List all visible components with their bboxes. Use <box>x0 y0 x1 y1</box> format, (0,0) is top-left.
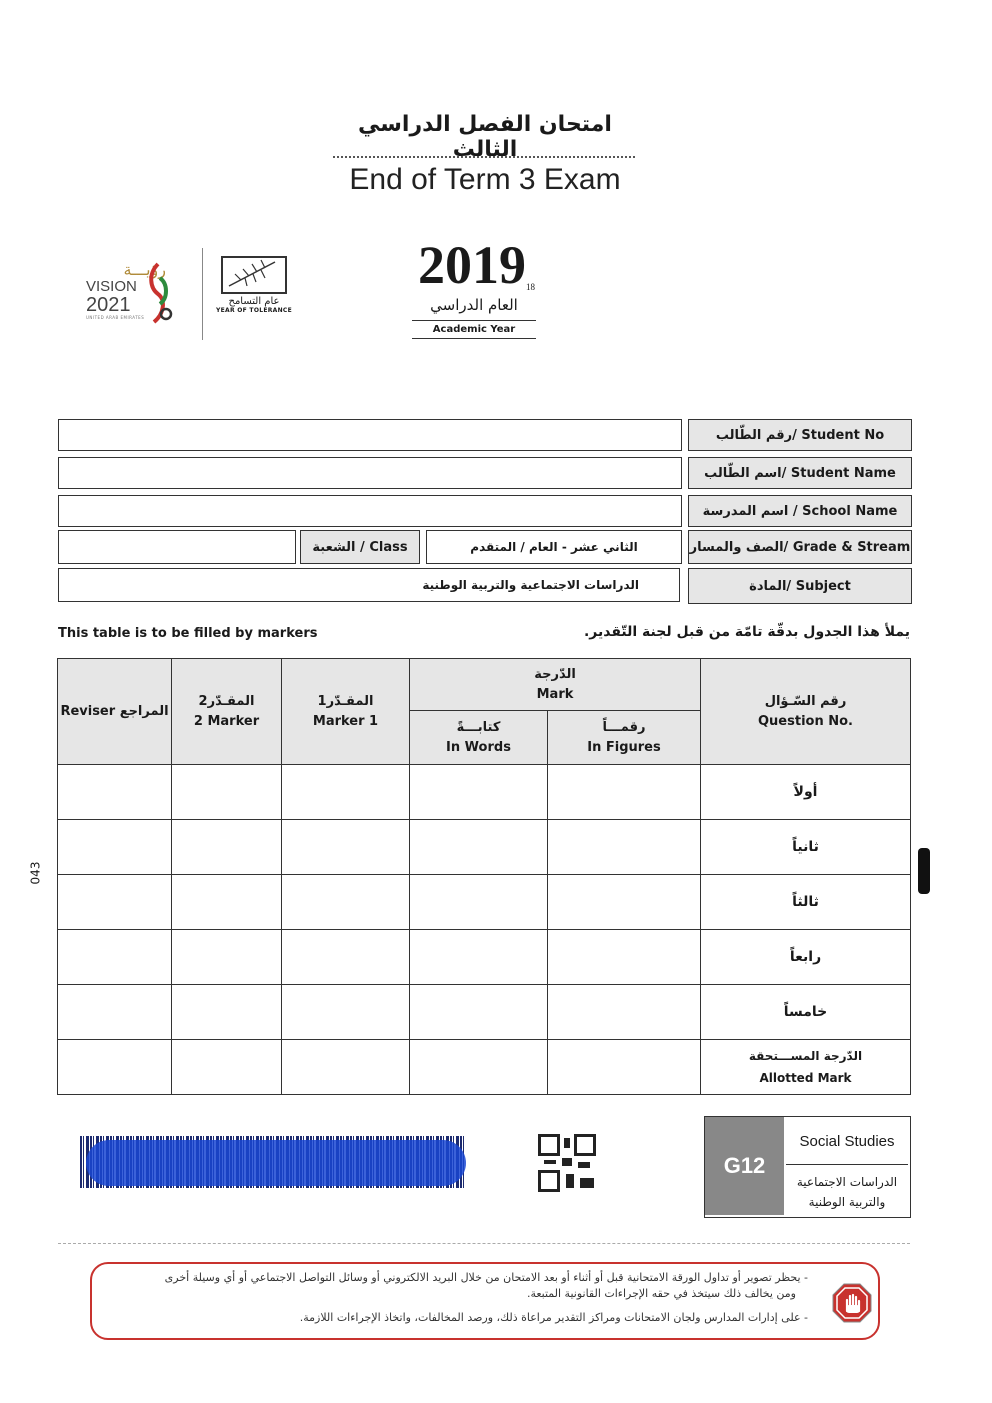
subject-value: الدراسات الاجتماعية والتربية الوطنية <box>58 568 680 602</box>
marker2-english: 2 Marker <box>193 713 260 729</box>
reviser-header: Reviser المراجع <box>58 659 172 765</box>
question-label: رابعاً <box>701 930 911 985</box>
allotted-arabic: الدّرجة المســـتحقة <box>748 1049 863 1063</box>
table-row <box>58 930 911 985</box>
vision-2021-logo <box>86 260 166 320</box>
warning-line-2: ومن يخالف ذلك سيتخذ في حقه الإجراءات القانونية المتبعة. <box>526 1287 796 1300</box>
logo-divider <box>202 248 203 340</box>
marker2-cell[interactable] <box>172 930 282 985</box>
table-row <box>58 820 911 875</box>
warning-box <box>90 1262 880 1340</box>
in-figures-header <box>548 711 701 765</box>
school-name-field[interactable] <box>58 495 682 527</box>
in-words-header <box>410 711 548 765</box>
redaction-scribble <box>86 1140 466 1186</box>
exam-title-english: End of Term 3 Exam <box>349 163 621 196</box>
subject-label: Subject /المادة <box>688 568 912 604</box>
table-row <box>58 765 911 820</box>
year-superscript: 18 <box>526 282 535 292</box>
grade-stream-label: Grade & Stream /الصف والمسار <box>688 530 912 564</box>
in-figures-english: In Figures <box>587 739 661 755</box>
tolerance-english: YEAR OF TOLERANCE <box>215 307 293 314</box>
markers-note-english: This table is to be filled by markers <box>58 626 318 641</box>
allotted-mark-label <box>701 1040 911 1095</box>
mark-header <box>410 659 701 711</box>
school-name-label: School Name / اسم المدرسة <box>688 495 912 527</box>
in-figures-arabic: رقمـــاً <box>602 719 646 735</box>
qr-code-icon <box>538 1134 596 1192</box>
vision-emblem-icon <box>144 258 174 326</box>
year-of-tolerance-logo <box>214 256 294 314</box>
student-no-field[interactable] <box>58 419 682 451</box>
reviser-cell[interactable] <box>58 985 172 1040</box>
marker2-cell[interactable] <box>172 765 282 820</box>
marker1-cell[interactable] <box>282 1040 410 1095</box>
subject-card-arabic-1: الدراسات الاجتماعية <box>796 1175 898 1189</box>
marker1-cell[interactable] <box>282 930 410 985</box>
figures-cell[interactable] <box>548 765 701 820</box>
grade-stream-value: الثاني عشر - العام / المتقدم <box>426 530 682 564</box>
tolerance-frame-icon <box>221 256 287 294</box>
question-label: أولاً <box>701 765 911 820</box>
vision-logo-year: 2021 <box>86 294 131 316</box>
marker2-arabic: المقـدّر2 <box>198 693 255 709</box>
class-field[interactable] <box>58 530 296 564</box>
words-cell[interactable] <box>410 985 548 1040</box>
title-divider <box>333 156 635 158</box>
ink-mark <box>918 848 930 894</box>
vision-logo-english: VISION <box>86 278 137 295</box>
question-no-english: Question No. <box>758 713 853 729</box>
question-label: ثالثاً <box>701 875 911 930</box>
markers-note-arabic: يملأ هذا الجدول بدقّة تامّة من قبل لجنة التّقدير. <box>583 624 910 640</box>
figures-cell[interactable] <box>548 1040 701 1095</box>
vision-logo-caption: UNITED ARAB EMIRATES <box>86 315 145 320</box>
dashed-separator <box>58 1243 910 1244</box>
table-row <box>58 875 911 930</box>
question-no-header <box>701 659 911 765</box>
marker1-arabic: المقـدّر1 <box>317 693 374 709</box>
marker1-cell[interactable] <box>282 985 410 1040</box>
side-page-number: 043 <box>28 861 43 885</box>
marker2-cell[interactable] <box>172 1040 282 1095</box>
reviser-cell[interactable] <box>58 930 172 985</box>
question-no-arabic: رقم السّـؤال <box>764 693 847 709</box>
reviser-cell[interactable] <box>58 875 172 930</box>
grade-badge: G12 <box>705 1117 784 1215</box>
marker1-header <box>282 659 410 765</box>
words-cell[interactable] <box>410 930 548 985</box>
student-no-label: Student No /رقم الطّالب <box>688 419 912 451</box>
exam-year: 2019 <box>418 235 526 295</box>
marks-table <box>57 658 911 1095</box>
tolerance-arabic: عام التسامح <box>228 296 280 307</box>
question-label: ثانياً <box>701 820 911 875</box>
marker2-cell[interactable] <box>172 875 282 930</box>
stop-hand-icon <box>832 1283 872 1323</box>
subject-card-english: Social Studies <box>786 1118 908 1165</box>
mark-arabic: الدّرجة <box>534 666 576 682</box>
in-words-arabic: كتابـــةً <box>456 719 501 735</box>
vision-logo-arabic: رؤيـــة <box>123 260 166 279</box>
academic-year-english: Academic Year <box>412 320 536 339</box>
figures-cell[interactable] <box>548 820 701 875</box>
marker1-cell[interactable] <box>282 820 410 875</box>
warning-line-1: - يحظر تصوير أو تداول الورقة الامتحانية قبل أو أثناء أو بعد الامتحان من خلال البريد الالكتروني أو وسائل التواصل الاجتماعي أو أي وسيلة أخرى <box>164 1271 808 1284</box>
marker2-header <box>172 659 282 765</box>
figures-cell[interactable] <box>548 985 701 1040</box>
question-label: خامساً <box>701 985 911 1040</box>
marker2-cell[interactable] <box>172 985 282 1040</box>
words-cell[interactable] <box>410 1040 548 1095</box>
reviser-cell[interactable] <box>58 1040 172 1095</box>
exam-title-arabic: امتحان الفصل الدراسي الثالث <box>358 112 612 162</box>
in-words-english: In Words <box>446 739 511 755</box>
words-cell[interactable] <box>410 765 548 820</box>
words-cell[interactable] <box>410 820 548 875</box>
reviser-cell[interactable] <box>58 765 172 820</box>
words-cell[interactable] <box>410 875 548 930</box>
table-row <box>58 985 911 1040</box>
allotted-row <box>58 1040 911 1095</box>
marker1-cell[interactable] <box>282 875 410 930</box>
marker1-english: Marker 1 <box>312 713 379 729</box>
figures-cell[interactable] <box>548 930 701 985</box>
class-label: Class / الشعبة <box>300 530 420 564</box>
marker1-cell[interactable] <box>282 765 410 820</box>
student-name-label: Student Name /اسم الطّالب <box>688 457 912 489</box>
student-name-field[interactable] <box>58 457 682 489</box>
academic-year-arabic: العام الدراسي <box>430 296 518 314</box>
marker2-cell[interactable] <box>172 820 282 875</box>
reviser-cell[interactable] <box>58 820 172 875</box>
mark-english: Mark <box>536 686 574 702</box>
warning-line-3: - على إدارات المدارس ولجان الامتحانات ومراكز التقدير مراعاة ذلك، ورصد المخالفات، واتخاذ الإجراءات اللازمة. <box>299 1311 808 1324</box>
allotted-english: Allotted Mark <box>759 1071 852 1085</box>
subject-card-arabic-2: والتربية الوطنية <box>808 1195 886 1209</box>
figures-cell[interactable] <box>548 875 701 930</box>
